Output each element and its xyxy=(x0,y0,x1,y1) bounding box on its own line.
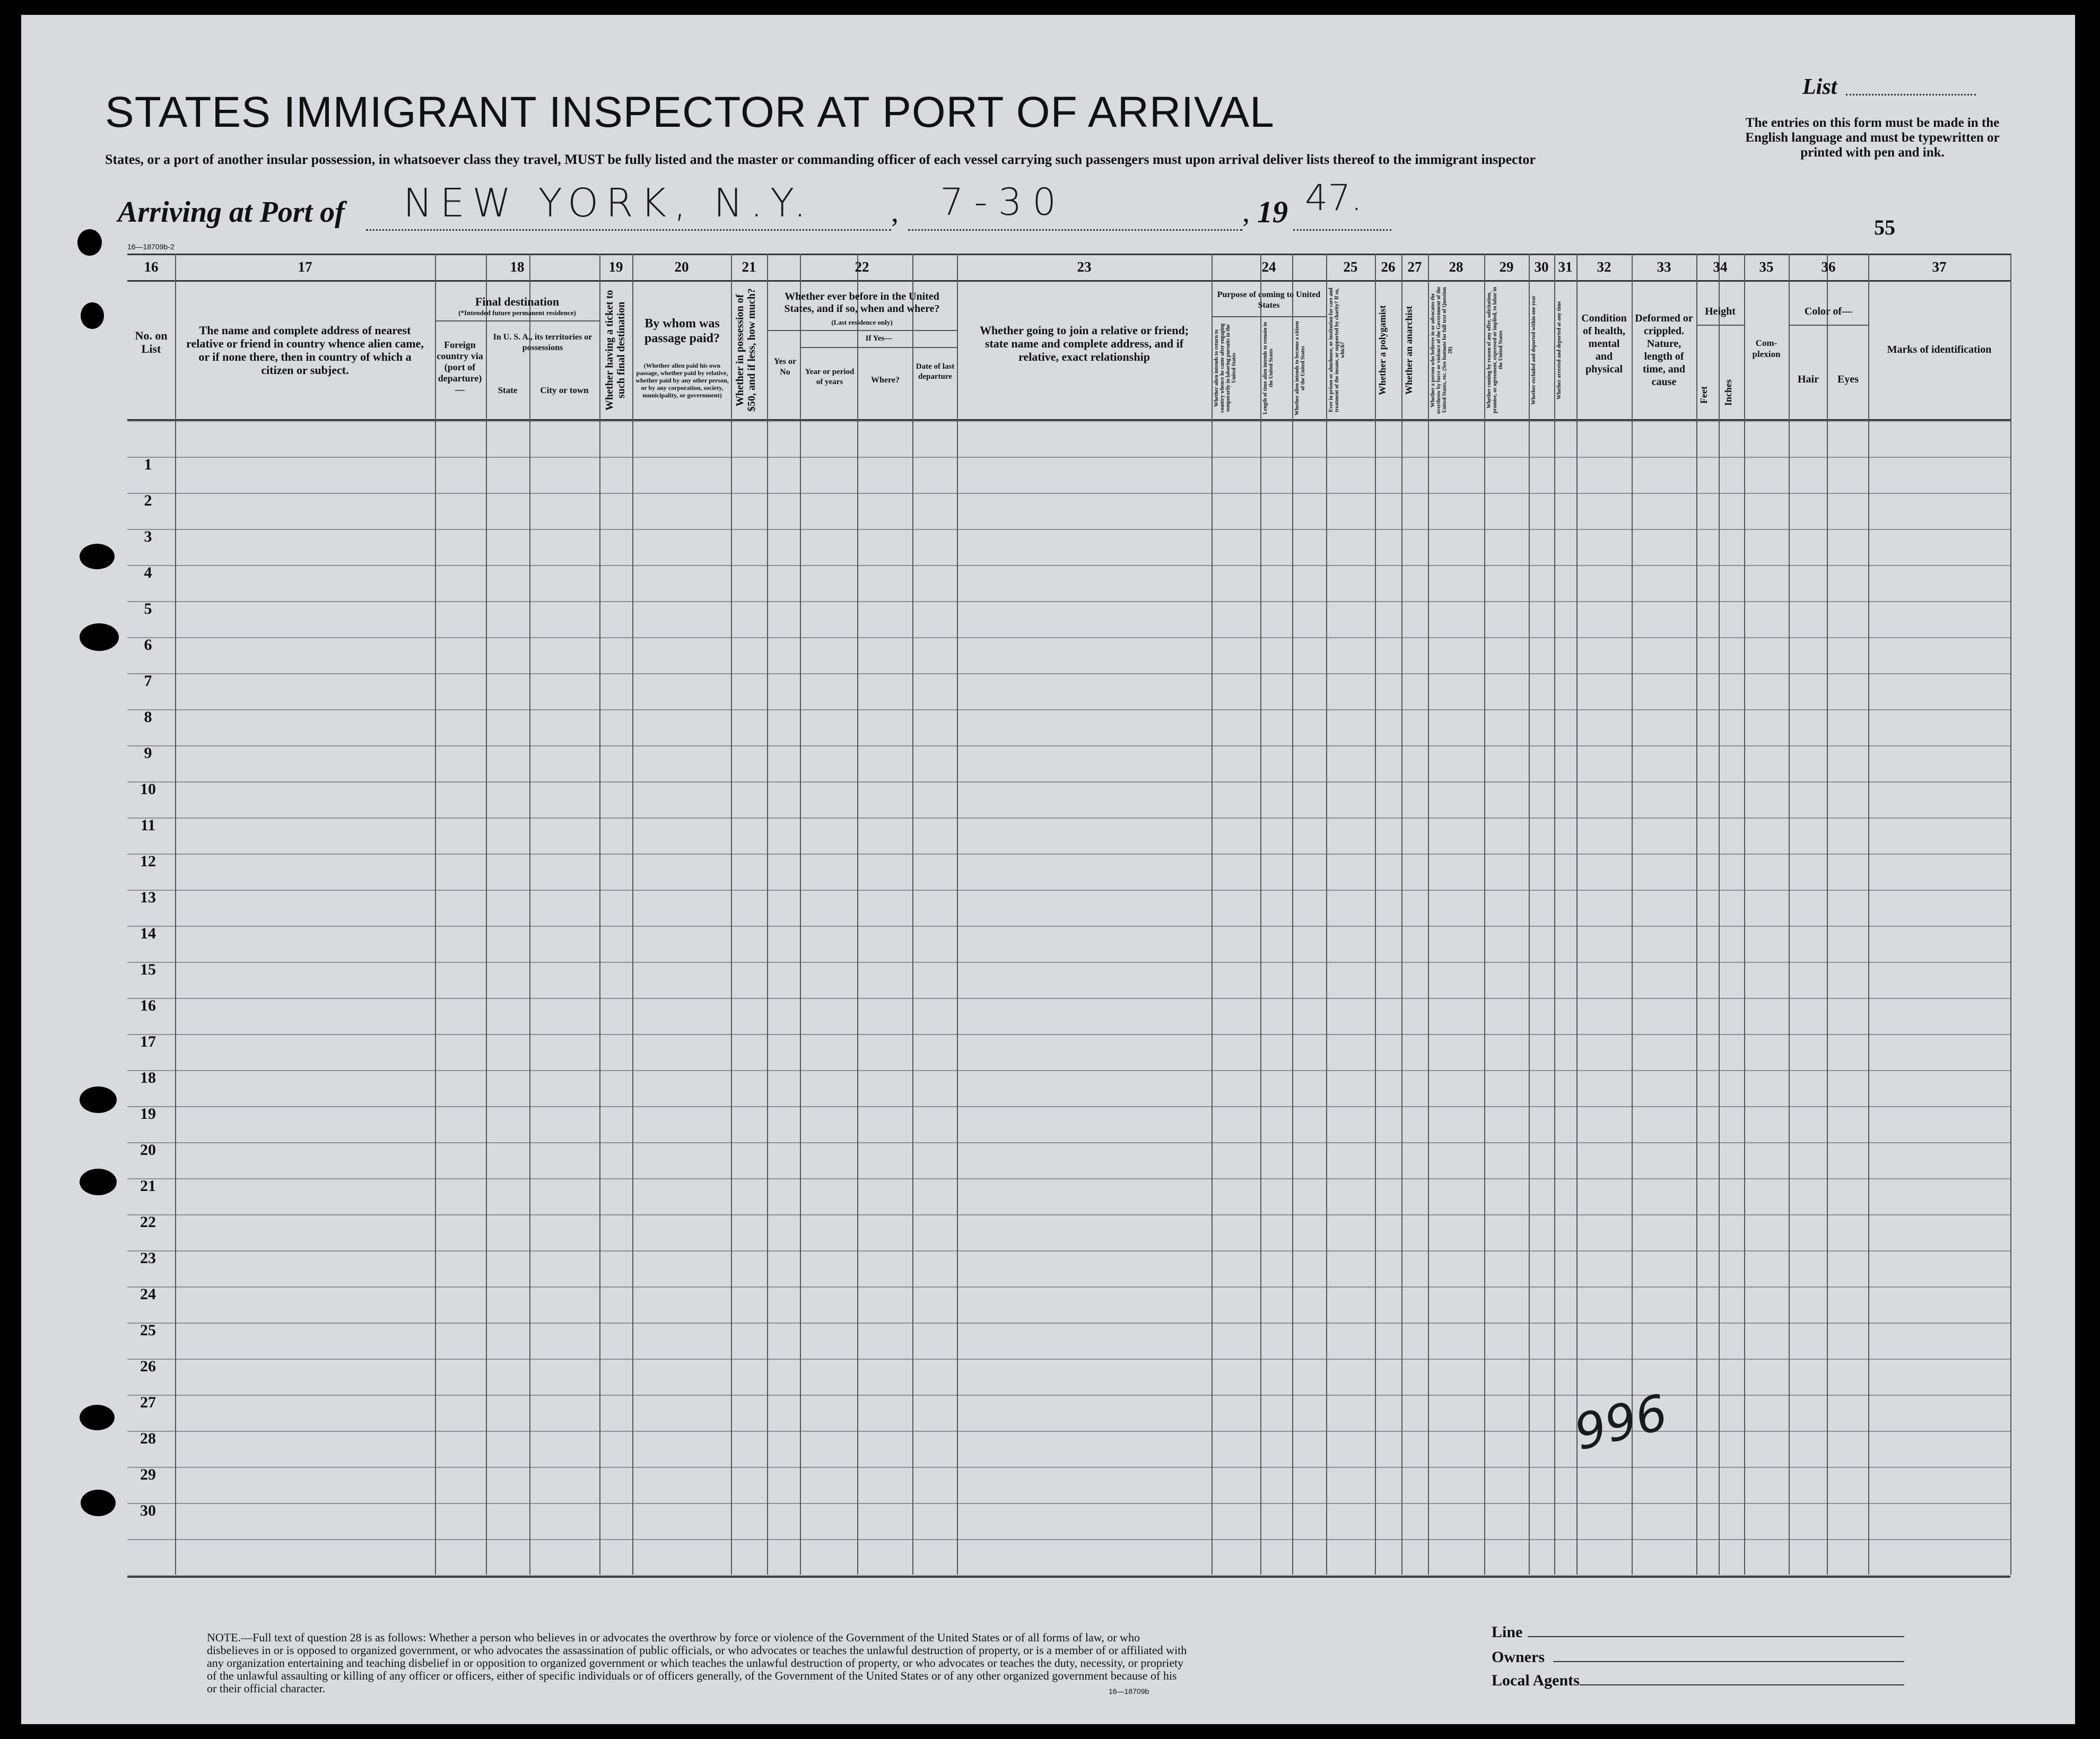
column-line xyxy=(175,254,176,1575)
col36-hair: Hair xyxy=(1798,373,1819,385)
col36-eyes: Eyes xyxy=(1837,373,1859,385)
column-number: 19 xyxy=(608,259,623,275)
column-line xyxy=(1554,254,1555,1575)
row-number: 2 xyxy=(144,492,152,509)
col33-label: Deformed or crippled. Nature, length of time, and cause xyxy=(1635,312,1693,388)
row-number: 11 xyxy=(140,816,156,834)
col20-sub: (Whether alien paid his own passage, whether paid by relative, whether paid by any other person, or by any corporation, society, municipality, or government) xyxy=(635,362,729,399)
column-line xyxy=(599,254,600,1575)
row-number: 10 xyxy=(140,780,156,798)
line-label: Line xyxy=(1492,1623,1523,1641)
column-line xyxy=(1868,254,1869,1575)
column-line xyxy=(1428,254,1429,1575)
col18-state: State xyxy=(498,385,518,395)
footer-code: 16—18709b xyxy=(1109,1687,1149,1695)
row-line xyxy=(127,421,2010,422)
col19-label: Whether having a ticket to such final destination xyxy=(604,290,627,411)
col20-label: By whom was passage paid? xyxy=(644,317,720,345)
column-line xyxy=(2010,254,2011,1575)
year-value: 47. xyxy=(1305,177,1363,219)
column-line xyxy=(767,254,768,1575)
col22-ifyes-rule xyxy=(801,347,957,348)
row-number: 14 xyxy=(140,925,156,942)
row-number: 28 xyxy=(140,1430,156,1447)
row-line xyxy=(127,673,2010,674)
col21-label: Whether in possession of $50, and if less, how much? xyxy=(734,288,757,412)
col18-city: City or town xyxy=(540,385,589,395)
column-number: 36 xyxy=(1821,259,1836,275)
arriving-label: Arriving at Port of xyxy=(118,196,345,229)
col24-a: Whether alien intends to return to country whence he came after engaging temporarily in laboring pursuits in the United States xyxy=(1214,323,1237,413)
col35-label: Com-plexion xyxy=(1752,338,1781,359)
row-number: 4 xyxy=(144,564,152,581)
column-number: 23 xyxy=(1077,259,1092,275)
column-line xyxy=(1789,254,1790,1575)
column-line xyxy=(912,254,913,1575)
col22-sub: (Last residence only) xyxy=(831,318,893,326)
row-number: 24 xyxy=(140,1285,156,1303)
row-line xyxy=(127,601,2010,602)
row-line xyxy=(127,890,2010,891)
col22-label: Whether ever before in the United States, and if so, when and where? xyxy=(784,291,940,315)
handwritten-annotation: 996 xyxy=(1569,1384,1673,1462)
column-number: 25 xyxy=(1343,259,1358,275)
column-line xyxy=(1260,254,1261,1575)
column-line xyxy=(1401,254,1402,1575)
col24-rule xyxy=(1212,316,1326,317)
owners-field[interactable] xyxy=(1553,1661,1904,1662)
punch-hole xyxy=(81,302,104,329)
col22-date: Date of last departure xyxy=(916,362,955,381)
col29-label: Whether coming by reason of any offer, solicitation, promise, or agreement, expressed or implied, to labor in the United States xyxy=(1486,286,1504,414)
col23-label: Whether going to join a relative or friend; state name and complete address, and if relative, exact relationship xyxy=(979,324,1189,363)
column-number: 31 xyxy=(1558,259,1573,275)
column-line xyxy=(529,254,530,1575)
row-line xyxy=(127,1503,2010,1504)
col36-label: Color of— xyxy=(1804,306,1853,317)
row-number: 3 xyxy=(144,528,152,545)
row-line xyxy=(127,1467,2010,1468)
row-line xyxy=(127,1359,2010,1360)
comma: , xyxy=(891,196,899,229)
column-line xyxy=(1576,254,1578,1575)
page-subtitle: States, or a port of another insular possession, in whatsoever class they travel, MUST be fully listed and the master or commanding officer of each vessel carrying such passengers must upon arrival deliver lists thereof to the immigrant inspector xyxy=(105,152,1536,167)
row-line xyxy=(127,529,2010,530)
punch-hole xyxy=(77,229,102,256)
column-line xyxy=(632,254,633,1575)
row-line xyxy=(127,998,2010,999)
row-number: 25 xyxy=(140,1321,156,1339)
row-line xyxy=(127,926,2010,927)
col18-rule xyxy=(435,320,599,321)
column-line xyxy=(1632,254,1633,1575)
local-agents-label: Local Agents xyxy=(1492,1672,1580,1689)
col22-rule xyxy=(767,330,957,331)
row-number: 27 xyxy=(140,1394,156,1411)
row-line xyxy=(127,854,2010,855)
row-number: 5 xyxy=(144,600,152,618)
date-field[interactable] xyxy=(908,180,1242,231)
row-line xyxy=(127,1034,2010,1035)
col34-label: Height xyxy=(1705,306,1736,317)
col30-label: Whether excluded and deported within one year xyxy=(1531,295,1537,405)
row-line xyxy=(127,1070,2010,1071)
row-line xyxy=(127,781,2010,782)
col32-label: Condition of health, mental and physical xyxy=(1581,312,1627,375)
row-number: 21 xyxy=(140,1177,156,1195)
row-line xyxy=(127,1214,2010,1215)
form-code: 16—18709b-2 xyxy=(127,242,175,251)
row-line xyxy=(127,1575,2010,1576)
column-line xyxy=(1484,254,1485,1575)
punch-hole xyxy=(81,1490,116,1516)
row-number: 9 xyxy=(144,744,152,762)
row-line xyxy=(127,637,2010,638)
row-line xyxy=(127,1431,2010,1432)
column-line xyxy=(731,254,732,1575)
col22-year: Year or period of years xyxy=(805,368,855,386)
row-line xyxy=(127,962,2010,963)
row-line xyxy=(127,1142,2010,1143)
col24-c: Whether alien intends to become a citizen of the United States xyxy=(1294,321,1306,415)
col36-rule xyxy=(1789,325,1868,326)
column-number: 27 xyxy=(1407,259,1422,275)
form-notice: The entries on this form must be made in the English language and must be typewritten or printed with pen and ink. xyxy=(1745,116,2000,160)
row-line xyxy=(127,493,2010,494)
row-number: 18 xyxy=(140,1069,156,1086)
owners-label: Owners xyxy=(1492,1648,1545,1666)
row-number: 29 xyxy=(140,1466,156,1483)
row-line xyxy=(127,1395,2010,1396)
column-number: 16 xyxy=(144,259,159,275)
column-line xyxy=(1326,254,1327,1575)
row-number: 6 xyxy=(144,636,152,654)
row-line xyxy=(127,745,2010,746)
row-number: 13 xyxy=(140,889,156,906)
column-number: 34 xyxy=(1713,259,1728,275)
column-line xyxy=(435,254,436,1575)
row-line xyxy=(127,1286,2010,1288)
local-agents-field[interactable] xyxy=(1580,1684,1904,1685)
column-number: 28 xyxy=(1449,259,1463,275)
col16-label: No. on List xyxy=(135,329,168,355)
row-number: 16 xyxy=(140,997,156,1014)
column-line xyxy=(1529,254,1530,1575)
col27-label: Whether an anarchist xyxy=(1404,306,1414,395)
column-number: 18 xyxy=(510,259,525,275)
column-number: 32 xyxy=(1597,259,1611,275)
row-line xyxy=(127,1539,2010,1540)
col22-ifyes: If Yes— xyxy=(865,334,893,343)
column-number: 22 xyxy=(855,259,869,275)
column-number: 26 xyxy=(1381,259,1396,275)
col25-label: Ever in prison or almshouse, or institution for care and treatment of the insane, or supported by charity? If so, which? xyxy=(1328,288,1346,413)
row-number: 23 xyxy=(140,1249,156,1267)
footnote-question-28: NOTE.—Full text of question 28 is as follows: Whether a person who believes in or advocates the overthrow by force or violence of the Government of the United States or of all forms of law, or who disbelieves in or is opposed to organized government, or who advocates the assassination of public officials, or who advocates or teaches the unlawful destruction of property, or is a member of or affiliated with any organization entertaining and teaching disbelief in or opposition to organized government or which teaches the unlawful destruction of property, or who advocates or teaches the duty, necessity, or propriety of the unlawful assaulting or killing of any officer or officers, either of specific individuals or of officers generally, of the Government of the United States or of any other organized government because of his or their official character. xyxy=(207,1631,1187,1695)
year-prefix: 19 xyxy=(1257,195,1288,229)
column-number: 33 xyxy=(1657,259,1671,275)
col34-rule xyxy=(1696,325,1744,326)
punch-hole xyxy=(80,1405,115,1430)
col18-foreign: Foreign country via (port of departure)— xyxy=(437,340,483,395)
col31-label: Whether arrested and deported at any time xyxy=(1556,301,1562,399)
row-line xyxy=(127,1106,2010,1107)
row-number: 7 xyxy=(144,672,152,690)
column-number: 37 xyxy=(1932,259,1947,275)
col22-where: Where? xyxy=(871,376,900,385)
row-number: 8 xyxy=(144,708,152,726)
col28-label: Whether a person who believes in or advocates the overthrow by force or violence of the Government of the United States, etc. (See footnote for full text of Question 28) xyxy=(1430,286,1453,414)
punch-hole xyxy=(80,623,119,651)
column-number: 21 xyxy=(742,259,756,275)
row-line xyxy=(127,709,2010,710)
column-line xyxy=(1292,254,1293,1575)
list-label: List xyxy=(1802,75,1837,99)
col24-b: Length of time alien intends to remain in the United States xyxy=(1262,322,1274,414)
punch-hole xyxy=(80,1169,117,1195)
column-line xyxy=(1744,254,1745,1575)
row-number: 20 xyxy=(140,1141,156,1159)
col34-feet: Feet xyxy=(1698,386,1709,404)
col18-sub: (*Intended future permanent residence) xyxy=(458,309,576,317)
year-field[interactable] xyxy=(1293,177,1391,231)
table-frame xyxy=(127,254,2010,1578)
col26-label: Whether a polygamist xyxy=(1377,305,1388,395)
col18-usa: In U. S. A., its territories or possessions xyxy=(493,333,592,352)
row-number: 12 xyxy=(140,853,156,870)
row-number: 30 xyxy=(140,1502,156,1519)
column-line xyxy=(1719,254,1720,1575)
row-number: 26 xyxy=(140,1358,156,1375)
column-line xyxy=(957,254,958,1575)
column-line xyxy=(1375,254,1376,1575)
col34-inches: Inches xyxy=(1723,379,1733,406)
column-line xyxy=(857,254,858,1575)
row-line xyxy=(127,1323,2010,1324)
column-number: 35 xyxy=(1759,259,1774,275)
column-number: 24 xyxy=(1261,259,1276,275)
header-rule xyxy=(127,280,2010,282)
column-number: 20 xyxy=(674,259,689,275)
col37-label: Marks of identification xyxy=(1887,344,1992,355)
column-line xyxy=(1212,254,1213,1575)
line-field[interactable] xyxy=(1528,1636,1904,1637)
row-line xyxy=(127,565,2010,566)
punch-hole xyxy=(80,544,115,569)
row-line xyxy=(127,457,2010,458)
page-number: 55 xyxy=(1874,215,1895,239)
port-value: NEW YORK, N.Y. xyxy=(403,180,814,226)
col24-label: Purpose of coming to United States xyxy=(1217,290,1321,310)
port-field[interactable] xyxy=(366,180,891,231)
column-number: 30 xyxy=(1534,259,1549,275)
row-line xyxy=(127,1250,2010,1251)
row-number: 17 xyxy=(140,1033,156,1050)
comma: , xyxy=(1242,196,1250,229)
page-title: STATES IMMIGRANT INSPECTOR AT PORT OF ARRIVAL xyxy=(105,88,1275,136)
column-line xyxy=(1696,254,1697,1575)
date-value: 7-30 xyxy=(940,180,1067,224)
column-number: 29 xyxy=(1499,259,1514,275)
row-number: 15 xyxy=(140,961,156,978)
row-number: 1 xyxy=(144,456,152,473)
row-number: 22 xyxy=(140,1213,156,1231)
col18-label: Final destination xyxy=(475,295,560,308)
col17-label: The name and complete address of nearest relative or friend in country whence alien came, or if none there, then in country of which a citizen or subject. xyxy=(186,324,424,377)
column-line xyxy=(486,254,487,1575)
column-number: 17 xyxy=(298,259,312,275)
row-line xyxy=(127,818,2010,819)
row-line xyxy=(127,1178,2010,1179)
row-number: 19 xyxy=(140,1105,156,1123)
column-line xyxy=(1827,254,1828,1575)
punch-hole xyxy=(80,1086,117,1113)
column-line xyxy=(800,254,801,1575)
list-line xyxy=(1846,94,1976,95)
col22-yesno: Yes or No xyxy=(773,357,797,377)
